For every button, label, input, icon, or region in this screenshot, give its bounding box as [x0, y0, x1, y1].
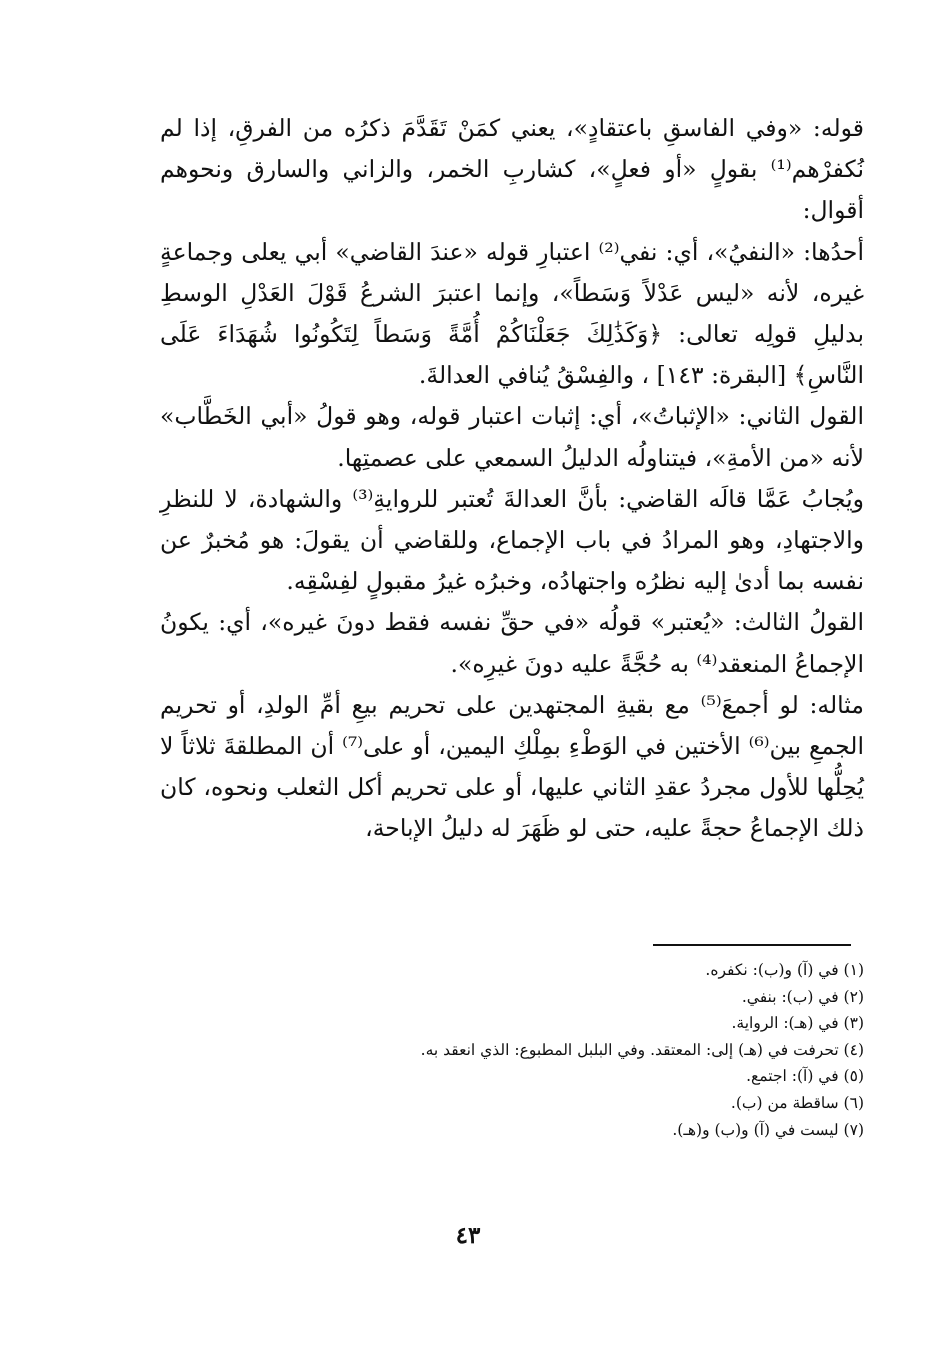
footnotes: [300, 957, 864, 1143]
page-number: ٤٣: [455, 1222, 481, 1249]
footnote-4: (٤) تحرفت في (هـ) إلى: المعتقد. وفي البلبل المطبوع: الذي انعقد به.: [420, 1040, 864, 1059]
paragraph-2: أحدُها: «النفيُ»، أي: نفي⁽²⁾ اعتبارِ قوله «عندَ القاضي» أبي يعلى وجماعةٍ غيره، لأنه «ليس عَدْلاً وَسَطاً»، وإنما اعتبرَ الشرعُ قَوْلَ العَدْلِ الوسطِ بدليلِ قولِه تعالى: ﴿وَكَذَٰلِكَ جَعَلْنَاكُمْ أُمَّةً وَسَطاً لِتَكُونُوا شُهَدَاءَ عَلَى النَّاسِ﴾ [البقرة: ١٤٣] ، والفِسْقُ يُنافي العدالةَ.: [160, 237, 864, 390]
footnote-7: (٧) ليست في (آ) و(ب) و(هـ).: [672, 1120, 864, 1139]
paragraph-6: مثاله: لو أجمعَ⁽⁵⁾ مع بقيةِ المجتهدين على تحريم بيعِ أمِّ الولدِ، أو تحريم الجمعِ بين⁽⁶⁾ الأختين في الوَطْءِ بمِلْكِ اليمين، أو على⁽⁷⁾ أن المطلقةَ ثلاثاً لا يُحِلُّها للأول مجردُ عقدِ الثاني عليها، أو على تحريم أكل الثعلب ونحوه، كان ذلك الإجماعُ حجةً عليه، حتى لو ظَهَرَ له دليلُ الإباحة،: [160, 690, 864, 843]
paragraph-5: القولُ الثالث: «يُعتبر» قولُه «في حقِّ نفسه فقط دونَ غيره»، أي: يكونُ الإجماعُ المنعقد⁽⁴⁾ به حُجَّةً عليه دونَ غيرِه».: [160, 608, 864, 678]
paragraph-1: قوله: «وفي الفاسقِ باعتقادٍ»، يعني كمَنْ تَقَدَّمَ ذكرُه من الفرقِ، إذا لم نُكفرْهم⁽¹⁾ بقولٍ «أو فعلٍ»، كشاربِ الخمر، والزاني والسارق ونحوهم أقوال:: [160, 114, 864, 225]
footnote-separator: [653, 944, 851, 946]
paragraph-3: القول الثاني: «الإثباتُ»، أي: إثبات اعتبار قوله، وهو قولُ «أبي الخَطَّاب» لأنه «من الأمةِ»، فيتناولُه الدليلُ السمعي على عصمتِها.: [160, 402, 864, 472]
footnote-2: (٢) في (ب): بنفي.: [741, 987, 864, 1006]
footnote-5: (٥) في (آ): اجتمع.: [746, 1067, 864, 1086]
paragraph-4: ويُجابُ عَمَّا قالَه القاضي: بأنَّ العدالةَ تُعتبر للروايةِ⁽³⁾ والشهادة، لا للنظرِ والاجتهادِ، وهو المرادُ في باب الإجماع، وللقاضي أن يقولَ: هو مُخبرٌ عن نفسه بما أدىٰ إليه نظرُه واجتهادُه، وخبرُه غيرُ مقبولٍ لفِسْقِه.: [160, 484, 865, 596]
footnote-1: (١) في (آ) و(ب): نكفره.: [705, 961, 864, 979]
footnote-6: (٦) ساقطة من (ب).: [730, 1093, 864, 1112]
body-text: [160, 108, 864, 850]
footnote-3: (٣) في (هـ): الرواية.: [731, 1014, 864, 1033]
